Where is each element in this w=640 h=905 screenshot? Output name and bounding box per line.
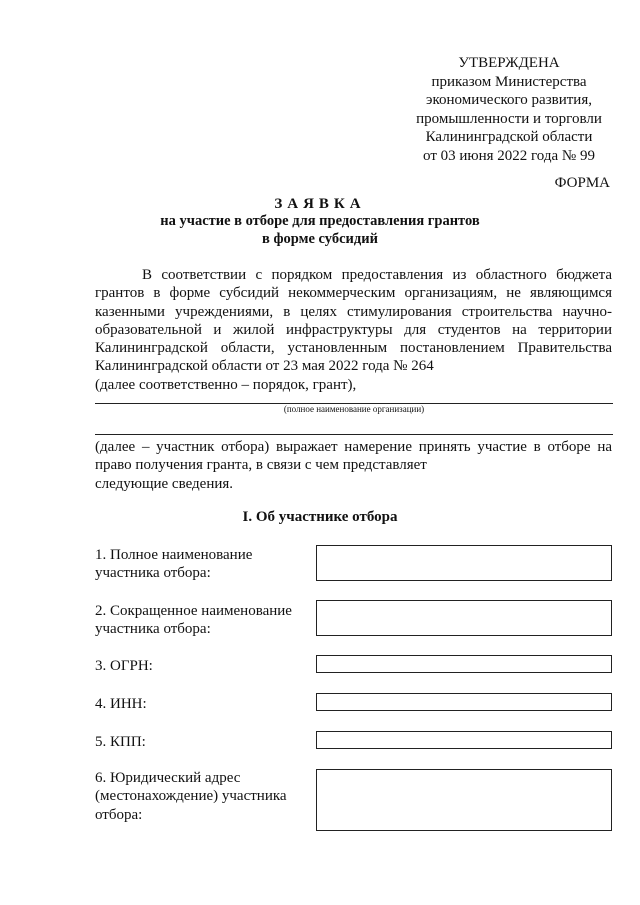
short-name-field[interactable] (316, 600, 612, 636)
approval-line: экономического развития, (426, 92, 592, 109)
approval-line: от 03 июня 2022 года № 99 (423, 147, 595, 164)
approval-line: промышленности и торговли (416, 110, 602, 127)
ogrn-field[interactable] (316, 655, 612, 673)
approval-heading: УТВЕРЖДЕНА (458, 55, 560, 71)
field-label-full-name: 1. Полное наименование участника отбора: (95, 547, 253, 582)
field-label-ogrn: 3. ОГРН: (95, 658, 153, 674)
document-title: ЗАЯВКА (274, 196, 366, 212)
legal-address-field[interactable] (316, 769, 612, 831)
intro-text: В соответствии с порядком предоставления из областного бюджета грантов в форме субсидий некоммерческим организациям, не являющимся казенными учреждениями, в целях стимулирования строительства научно-образовательной и жилой инфраструктуры для студентов на территории Калининградской области, установленным постановлением Правительства Калининградской области от 23 мая 2022 года № 264 (95, 267, 612, 375)
section-title: I. Об участнике отбора (242, 509, 398, 525)
field-label-inn: 4. ИНН: (95, 696, 147, 712)
organization-name-line-2 (95, 434, 613, 435)
intro-paragraph (95, 266, 612, 394)
inn-field[interactable] (316, 693, 612, 711)
field-label-short-name: 2. Сокращенное наименование участника отбора: (95, 603, 292, 638)
kpp-field[interactable] (316, 731, 612, 749)
continuation-last-line: следующие сведения. (95, 475, 234, 492)
approval-line: приказом Министерства (431, 73, 587, 90)
continuation-text: (далее – участник отбора) выражает намерение принять участие в отборе на право получения гранта, в связи с чем представляет (95, 439, 612, 474)
continuation-paragraph (95, 438, 612, 493)
field-label-legal-address: 6. Юридический адрес (местонахождение) участника отбора: (95, 770, 287, 823)
intro-last-line: (далее соответственно – порядок, грант), (95, 376, 357, 393)
document-subtitle-line-2: в форме субсидий (262, 231, 378, 247)
organization-name-caption: (полное наименование организации) (283, 404, 425, 414)
approval-stamp (400, 54, 618, 166)
full-name-field[interactable] (316, 545, 612, 581)
field-label-kpp: 5. КПП: (95, 734, 146, 750)
document-subtitle-line-1: на участие в отборе для предоставления грантов (160, 213, 480, 229)
approval-line: Калининградской области (425, 129, 593, 146)
form-label: ФОРМА (554, 175, 610, 191)
